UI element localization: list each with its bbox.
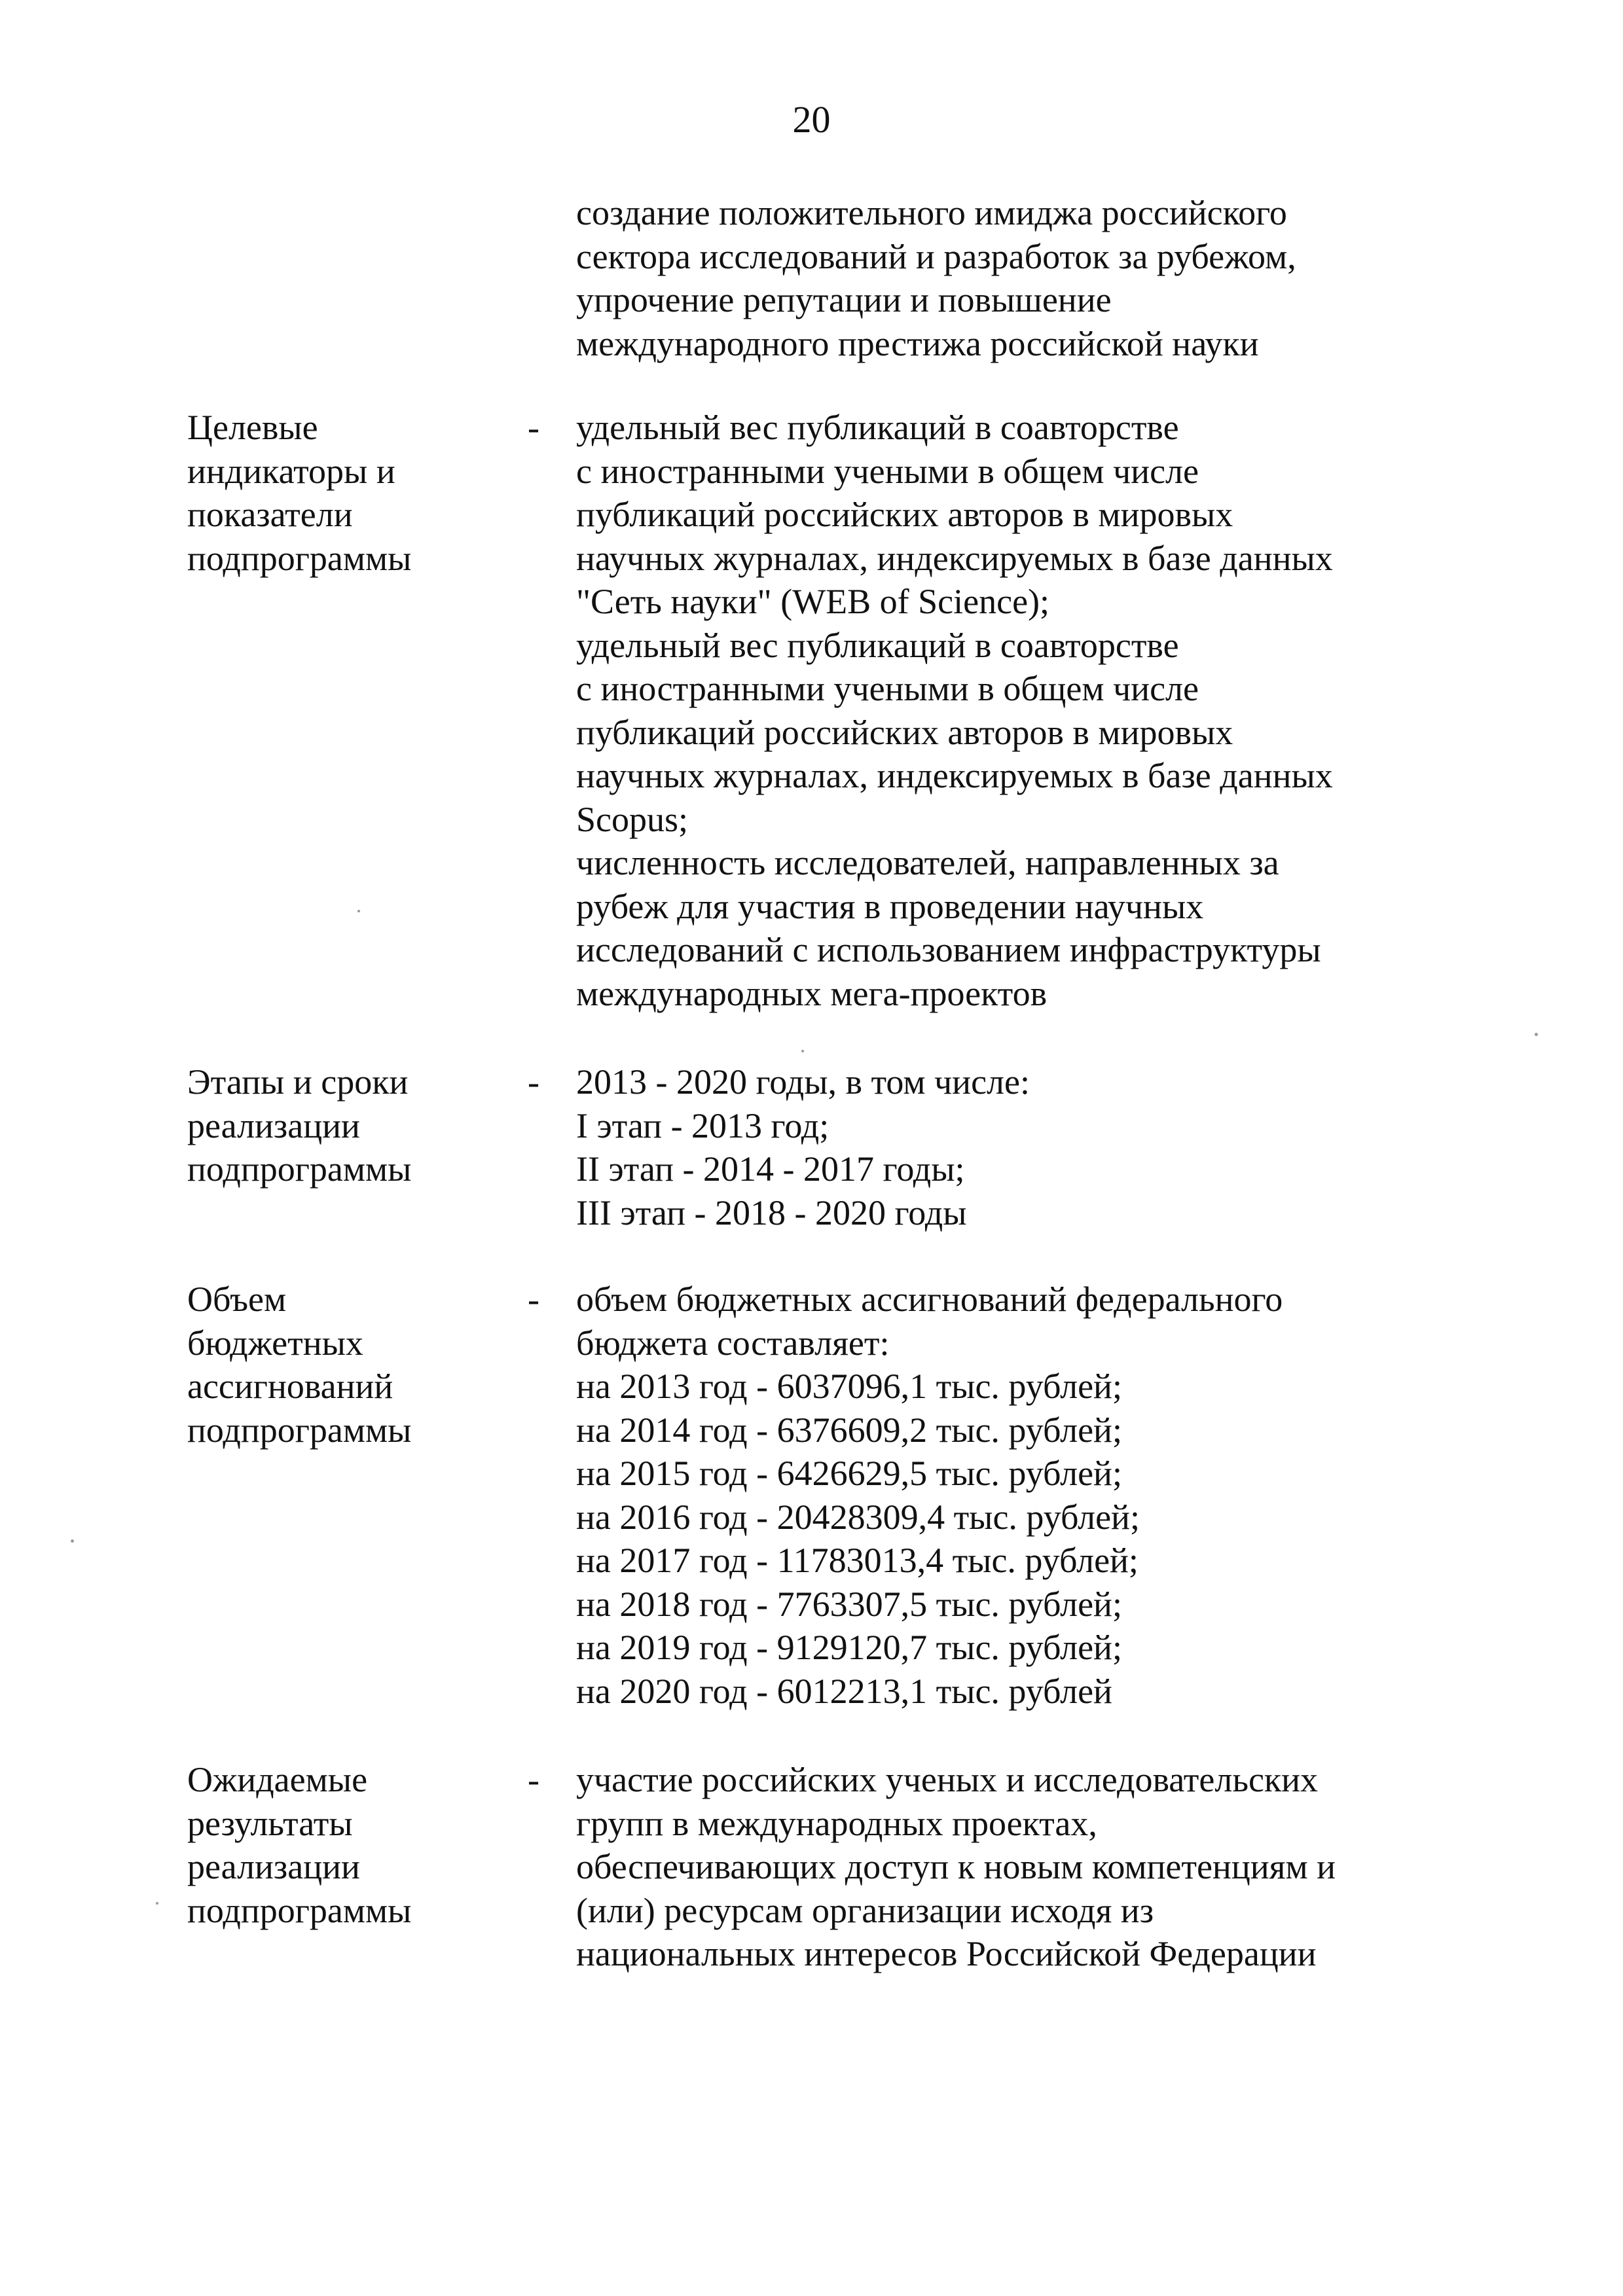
- row-value-line: III этап - 2018 - 2020 годы: [576, 1193, 967, 1232]
- continued-text-line: международного престижа российской науки: [576, 323, 1259, 363]
- row-value-line: национальных интересов Российской Федерации: [576, 1934, 1317, 1973]
- row-value-line: численность исследователей, направленных за: [576, 843, 1279, 882]
- row-dash: -: [528, 1280, 539, 1319]
- row-label-line: Этапы и сроки: [187, 1062, 409, 1102]
- row-value-line: на 2014 год - 6376609,2 тыс. рублей;: [576, 1410, 1122, 1450]
- row-value-line: публикаций российских авторов в мировых: [576, 712, 1233, 752]
- row-label-line: ассигнований: [187, 1367, 393, 1406]
- row-value-line: объем бюджетных ассигнований федерального: [576, 1280, 1283, 1319]
- row-value-line: удельный вес публикаций в соавторстве: [576, 625, 1179, 665]
- row-label-line: результаты: [187, 1803, 353, 1843]
- row-label: [187, 1060, 411, 1191]
- continued-text-line: создание положительного имиджа российского: [576, 193, 1287, 232]
- row-dash: -: [528, 1760, 539, 1799]
- row-value-line: II этап - 2014 - 2017 годы;: [576, 1149, 965, 1189]
- scan-speck: [71, 1539, 74, 1543]
- row-value-line: на 2013 год - 6037096,1 тыс. рублей;: [576, 1367, 1122, 1406]
- row-label-line: индикаторы и: [187, 451, 395, 491]
- row-value-line: с иностранными учеными в общем числе: [576, 669, 1199, 708]
- scan-speck: [1535, 1033, 1538, 1036]
- row-label-line: подпрограммы: [187, 538, 412, 578]
- row-label-line: реализации: [187, 1847, 360, 1886]
- scan-speck: [156, 1902, 158, 1905]
- continued-text-line: упрочение репутации и повышение: [576, 280, 1112, 319]
- scan-speck: [357, 910, 360, 912]
- row-value-line: научных журналах, индексируемых в базе данных: [576, 538, 1333, 578]
- row-value-line: публикаций российских авторов в мировых: [576, 495, 1233, 534]
- row-label-line: Объем: [187, 1280, 287, 1319]
- row-value-line: бюджета составляет:: [576, 1323, 890, 1363]
- row-value-line: групп в международных проектах,: [576, 1803, 1097, 1843]
- row-value: [576, 1278, 1283, 1713]
- row-value-line: научных журналах, индексируемых в базе данных: [576, 756, 1333, 795]
- row-value-line: 2013 - 2020 годы, в том числе:: [576, 1062, 1030, 1102]
- row-value-line: на 2016 год - 20428309,4 тыс. рублей;: [576, 1497, 1140, 1537]
- row-label: [187, 1758, 411, 1932]
- row-label-line: бюджетных: [187, 1323, 363, 1363]
- row-dash: -: [528, 408, 539, 447]
- row-value-line: на 2019 год - 9129120,7 тыс. рублей;: [576, 1628, 1122, 1667]
- row-value-line: рубеж для участия в проведении научных: [576, 886, 1204, 926]
- row-value-line: на 2015 год - 6426629,5 тыс. рублей;: [576, 1454, 1122, 1493]
- continued-text-line: сектора исследований и разработок за рубежом,: [576, 236, 1296, 276]
- row-value: [576, 1060, 1030, 1234]
- row-value-line: на 2018 год - 7763307,5 тыс. рублей;: [576, 1584, 1122, 1624]
- row-value-line: на 2020 год - 6012213,1 тыс. рублей: [576, 1671, 1112, 1711]
- row-value-line: международных мега-проектов: [576, 973, 1048, 1013]
- row-value-line: исследований с использованием инфраструктуры: [576, 930, 1321, 969]
- row-value-line: "Сеть науки" (WEB of Science);: [576, 582, 1050, 621]
- row-label: [187, 1278, 411, 1452]
- continued-text-block: [576, 191, 1296, 365]
- row-value-line: на 2017 год - 11783013,4 тыс. рублей;: [576, 1541, 1139, 1580]
- row-label-line: показатели: [187, 495, 353, 534]
- row-value-line: Scopus;: [576, 799, 689, 839]
- row-value-line: (или) ресурсам организации исходя из: [576, 1890, 1154, 1930]
- row-dash: -: [528, 1062, 539, 1102]
- row-label-line: подпрограммы: [187, 1890, 412, 1930]
- row-label-line: Ожидаемые: [187, 1760, 368, 1799]
- scan-speck: [801, 1050, 804, 1052]
- row-label-line: подпрограммы: [187, 1410, 412, 1450]
- row-value-line: обеспечивающих доступ к новым компетенциям и: [576, 1847, 1336, 1886]
- row-value-line: I этап - 2013 год;: [576, 1105, 830, 1145]
- row-value: [576, 406, 1333, 1015]
- row-value-line: удельный вес публикаций в соавторстве: [576, 408, 1179, 447]
- row-label-line: Целевые: [187, 408, 318, 447]
- row-label: [187, 406, 411, 580]
- row-value-line: с иностранными учеными в общем числе: [576, 451, 1199, 491]
- row-label-line: реализации: [187, 1105, 360, 1145]
- row-label-line: подпрограммы: [187, 1149, 412, 1189]
- row-value: [576, 1758, 1336, 1976]
- row-value-line: участие российских ученых и исследовательских: [576, 1760, 1319, 1799]
- page-number: 20: [792, 98, 831, 141]
